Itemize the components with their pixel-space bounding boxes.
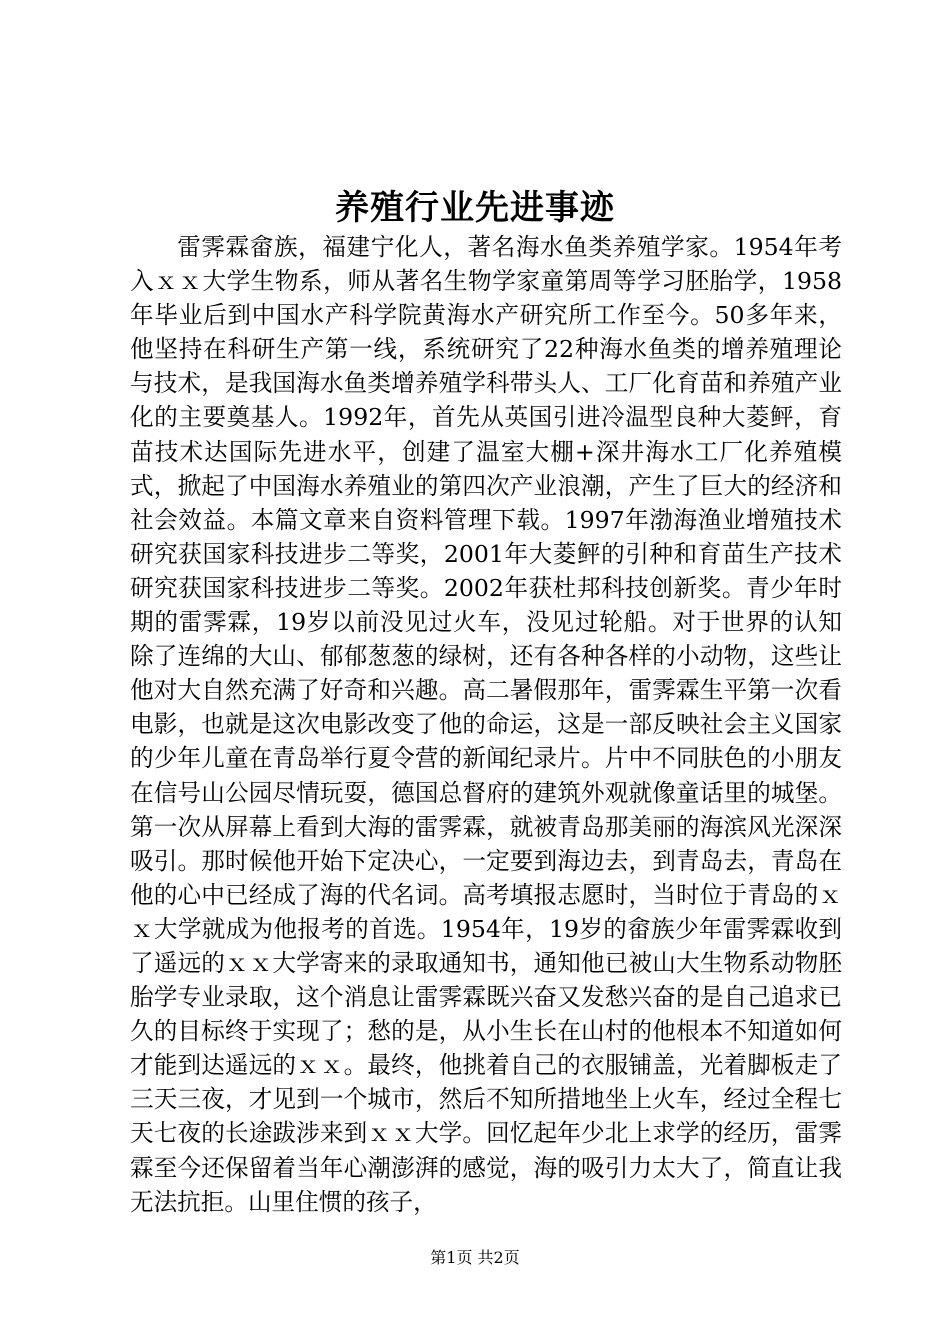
document-title: 养殖行业先进事迹 bbox=[335, 188, 615, 228]
document-body: 雷霁霖畲族，福建宁化人，著名海水鱼类养殖学家。1954年考入ｘｘ大学生物系，师从著名生物学家童第周等学习胚胎学，1958年毕业后到中国水产科学院黄海水产研究所工作至今。50多年来，他坚持在科研生产第一线，系统研究了22种海水鱼类的增养殖理论与技术，是我国海水鱼类增养殖学科带头人、工厂化育苗和养殖产业化的主要奠基人。1992年，首先从英国引进冷温型良种大菱鲆，育苗技术达国际先进水平，创建了温室大棚+深井海水工厂化养殖模式，掀起了中国海水养殖业的第四次产业浪潮，产生了巨大的经济和社会效益。本篇文章来自资料管理下载。1997年渤海渔业增殖技术研究获国家科技进步二等奖，2001年大菱鲆的引种和育苗生产技术研究获国家科技进步二等奖。2002年获杜邦科技创新奖。青少年时期的雷霁霖，19岁以前没见过火车，没见过轮船。对于世界的认知除了连绵的大山、郁郁葱葱的绿树，还有各种各样的小动物，这些让他对大自然充满了好奇和兴趣。高二暑假那年，雷霁霖生平第一次看电影，也就是这次电影改变了他的命运，这是一部反映社会主义国家的少年儿童在青岛举行夏令营的新闻纪录片。片中不同肤色的小朋友在信号山公园尽情玩耍，德国总督府的建筑外观就像童话里的城堡。第一次从屏幕上看到大海的雷霁霖，就被青岛那美丽的海滨风光深深吸引。那时候他开始下定决心，一定要到海边去，到青岛去，青岛在他的心中已经成了海的代名词。高考填报志愿时，当时位于青岛的ｘｘ大学就成为他报考的首选。1954年，19岁的畲族少年雷霁霖收到了遥远的ｘｘ大学寄来的录取通知书，通知他已被山大生物系动物胚胎学专业录取，这个消息让雷霁霖既兴奋又发愁兴奋的是自己追求已久的目标终于实现了；愁的是，从小生长在山村的他根本不知道如何才能到达遥远的ｘｘ。最终，他挑着自己的衣服铺盖，光着脚板走了三天三夜，才见到一个城市，然后不知所措地坐上火车，经过全程七天七夜的长途跋涉来到ｘｘ大学。回忆起年少北上求学的经历，雷霁霖至今还保留着当年心潮澎湃的感觉，海的吸引力太大了，简直让我无法抗拒。山里住惯的孩子， bbox=[130, 233, 842, 1216]
page-indicator: 第1页 共2页 bbox=[430, 1248, 520, 1267]
